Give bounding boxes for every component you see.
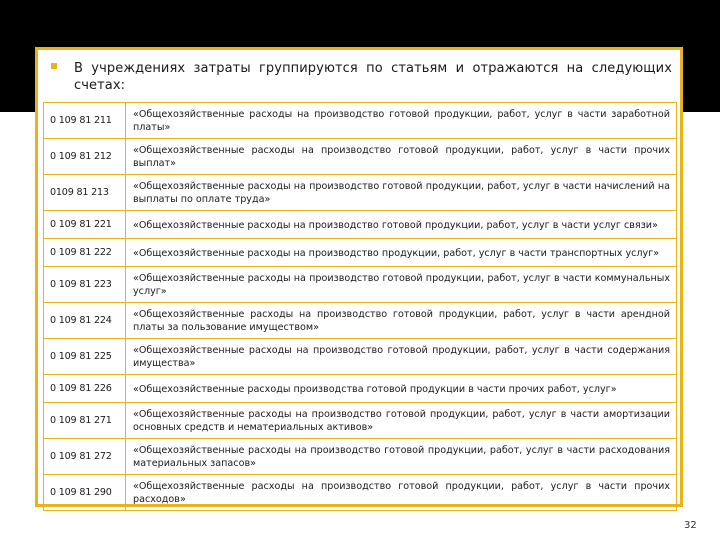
account-code: 0109 81 213 xyxy=(44,175,126,211)
account-description: «Общехозяйственные расходы на производство готовой продукции, работ, услуг в части прочих выплат» xyxy=(126,139,677,175)
table-row xyxy=(44,267,677,303)
account-description: «Общехозяйственные расходы на производство продукции, работ, услуг в части транспортных услуг» xyxy=(126,239,677,267)
table-row xyxy=(44,439,677,475)
account-code: 0 109 81 226 xyxy=(44,375,126,403)
bullet-square-icon xyxy=(51,63,57,69)
account-description: «Общехозяйственные расходы на производство готовой продукции, работ, услуг в части начислений на выплаты по оплате труда» xyxy=(126,175,677,211)
table-row xyxy=(44,339,677,375)
table-row xyxy=(44,475,677,511)
account-code: 0 109 81 212 xyxy=(44,139,126,175)
account-code: 0 109 81 222 xyxy=(44,239,126,267)
account-description: «Общехозяйственные расходы на производство готовой продукции, работ, услуг в части услуг связи» xyxy=(126,211,677,239)
account-description: «Общехозяйственные расходы на производство готовой продукции, работ, услуг в части содержания имущества» xyxy=(126,339,677,375)
table-row xyxy=(44,211,677,239)
account-code: 0 109 81 223 xyxy=(44,267,126,303)
account-description: «Общехозяйственные расходы производства готовой продукции в части прочих работ, услуг» xyxy=(126,375,677,403)
page-number: 32 xyxy=(684,520,697,531)
table-row xyxy=(44,303,677,339)
content-frame xyxy=(35,47,683,507)
account-code: 0 109 81 290 xyxy=(44,475,126,511)
table-row xyxy=(44,403,677,439)
table-row xyxy=(44,375,677,403)
account-code: 0 109 81 221 xyxy=(44,211,126,239)
slide-heading: В учреждениях затраты группируются по статьям и отражаются на следующих счетах: xyxy=(74,61,672,93)
account-code: 0 109 81 224 xyxy=(44,303,126,339)
account-description: «Общехозяйственные расходы на производство готовой продукции, работ, услуг в части прочих расходов» xyxy=(126,475,677,511)
account-description: «Общехозяйственные расходы на производство готовой продукции, работ, услуг в части амортизации основных средств и нематериальных активов» xyxy=(126,403,677,439)
account-description: «Общехозяйственные расходы на производство готовой продукции, работ, услуг в части коммунальных услуг» xyxy=(126,267,677,303)
account-description: «Общехозяйственные расходы на производство готовой продукции, работ, услуг в части расходования материальных запасов» xyxy=(126,439,677,475)
account-description: «Общехозяйственные расходы на производство готовой продукции, работ, услуг в части заработной платы» xyxy=(126,103,677,139)
account-code: 0 109 81 272 xyxy=(44,439,126,475)
account-description: «Общехозяйственные расходы на производство готовой продукции, работ, услуг в части арендной платы за пользование имуществом» xyxy=(126,303,677,339)
heading-row xyxy=(38,50,680,102)
account-code: 0 109 81 211 xyxy=(44,103,126,139)
account-code: 0 109 81 271 xyxy=(44,403,126,439)
table-row xyxy=(44,175,677,211)
table-row xyxy=(44,139,677,175)
table-row xyxy=(44,239,677,267)
table-row xyxy=(44,103,677,139)
account-code: 0 109 81 225 xyxy=(44,339,126,375)
accounts-table xyxy=(43,102,677,511)
